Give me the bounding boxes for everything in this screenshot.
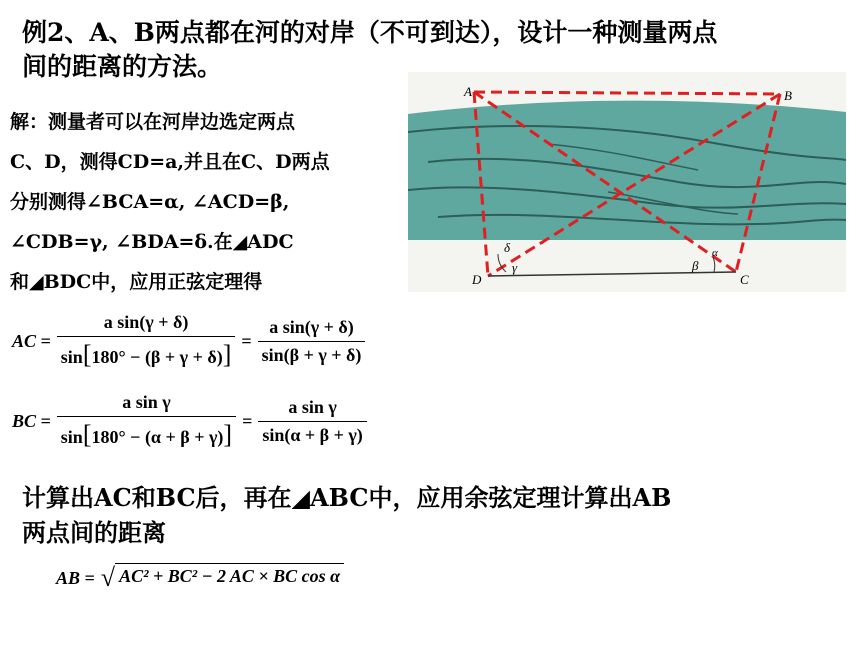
eq-bc-num-1: a sin γ xyxy=(57,392,236,417)
river-figure xyxy=(408,72,846,292)
equation-ab xyxy=(56,563,344,593)
eq-bc-lhs: BC = xyxy=(12,410,51,431)
equation-bc xyxy=(12,392,367,450)
eq-bc-sin: sin xyxy=(60,427,83,447)
eq-bc-num-2: a sin γ xyxy=(258,397,366,422)
eq-ac-sin: sin xyxy=(60,347,83,367)
bracket-left: [ xyxy=(82,420,92,449)
label-A: A xyxy=(464,84,472,99)
river-diagram xyxy=(408,72,846,292)
eq-ac-fraction-1 xyxy=(57,312,236,370)
conclusion-line-2: 两点间的距离 xyxy=(22,518,166,547)
eq-ac-num-2: a sin(γ + δ) xyxy=(258,317,366,342)
square-root xyxy=(101,563,344,593)
bracket-left: [ xyxy=(82,340,92,369)
conclusion-text xyxy=(22,480,842,550)
solution-line: ∠CDB=γ, ∠BDA=δ.在◢ADC xyxy=(10,231,294,253)
solution-line: 分别测得∠BCA=α, ∠ACD=β, xyxy=(10,191,290,213)
solution-line: C、D，测得CD=a,并且在C、D两点 xyxy=(10,151,330,173)
eq-ac-equals: = xyxy=(241,330,252,351)
eq-bc-equals: = xyxy=(242,410,253,431)
label-beta: β xyxy=(692,258,699,273)
solution-line: 和◢BDC中，应用正弦定理得 xyxy=(10,271,263,293)
eq-ac-lhs: AC = xyxy=(12,330,51,351)
label-alpha: α xyxy=(712,247,718,259)
bracket-right: ] xyxy=(223,420,233,449)
eq-bc-den-2: sin(α + β + γ) xyxy=(262,424,363,445)
eq-bc-den1-inner: 180° − (α + β + γ) xyxy=(91,427,224,447)
sqrt-sign: √ xyxy=(100,563,116,592)
eq-ab-lhs: AB = xyxy=(56,567,95,588)
title-line-2: 间的距离的方法。 xyxy=(22,52,223,81)
label-D: D xyxy=(472,272,482,287)
solution-line: 解：测量者可以在河岸边选定两点 xyxy=(10,111,296,133)
solution-text xyxy=(10,102,400,302)
eq-ac-den-1 xyxy=(57,337,236,370)
conclusion-line-1: 计算出AC和BC后，再在◢ABC中，应用余弦定理计算出AB xyxy=(22,483,672,512)
eq-ac-den1-inner: 180° − (β + γ + δ) xyxy=(91,347,223,367)
eq-ac-den-2: sin(β + γ + δ) xyxy=(261,344,362,365)
label-gamma: γ xyxy=(512,260,518,275)
eq-ac-num-1: a sin(γ + δ) xyxy=(57,312,236,337)
title-line-1: 例2、A、B两点都在河的对岸（不可到达），设计一种测量两点 xyxy=(22,18,718,47)
label-B: B xyxy=(784,88,792,103)
eq-bc-fraction-1 xyxy=(57,392,236,450)
eq-ab-radicand: AC² + BC² − 2 AC × BC cos α xyxy=(115,563,344,593)
label-C: C xyxy=(740,272,749,287)
eq-bc-fraction-2 xyxy=(258,397,366,446)
eq-ac-fraction-2 xyxy=(258,317,366,366)
bracket-right: ] xyxy=(222,340,232,369)
equation-ac xyxy=(12,312,365,370)
label-delta: δ xyxy=(504,240,511,255)
eq-bc-den-1 xyxy=(57,417,236,450)
